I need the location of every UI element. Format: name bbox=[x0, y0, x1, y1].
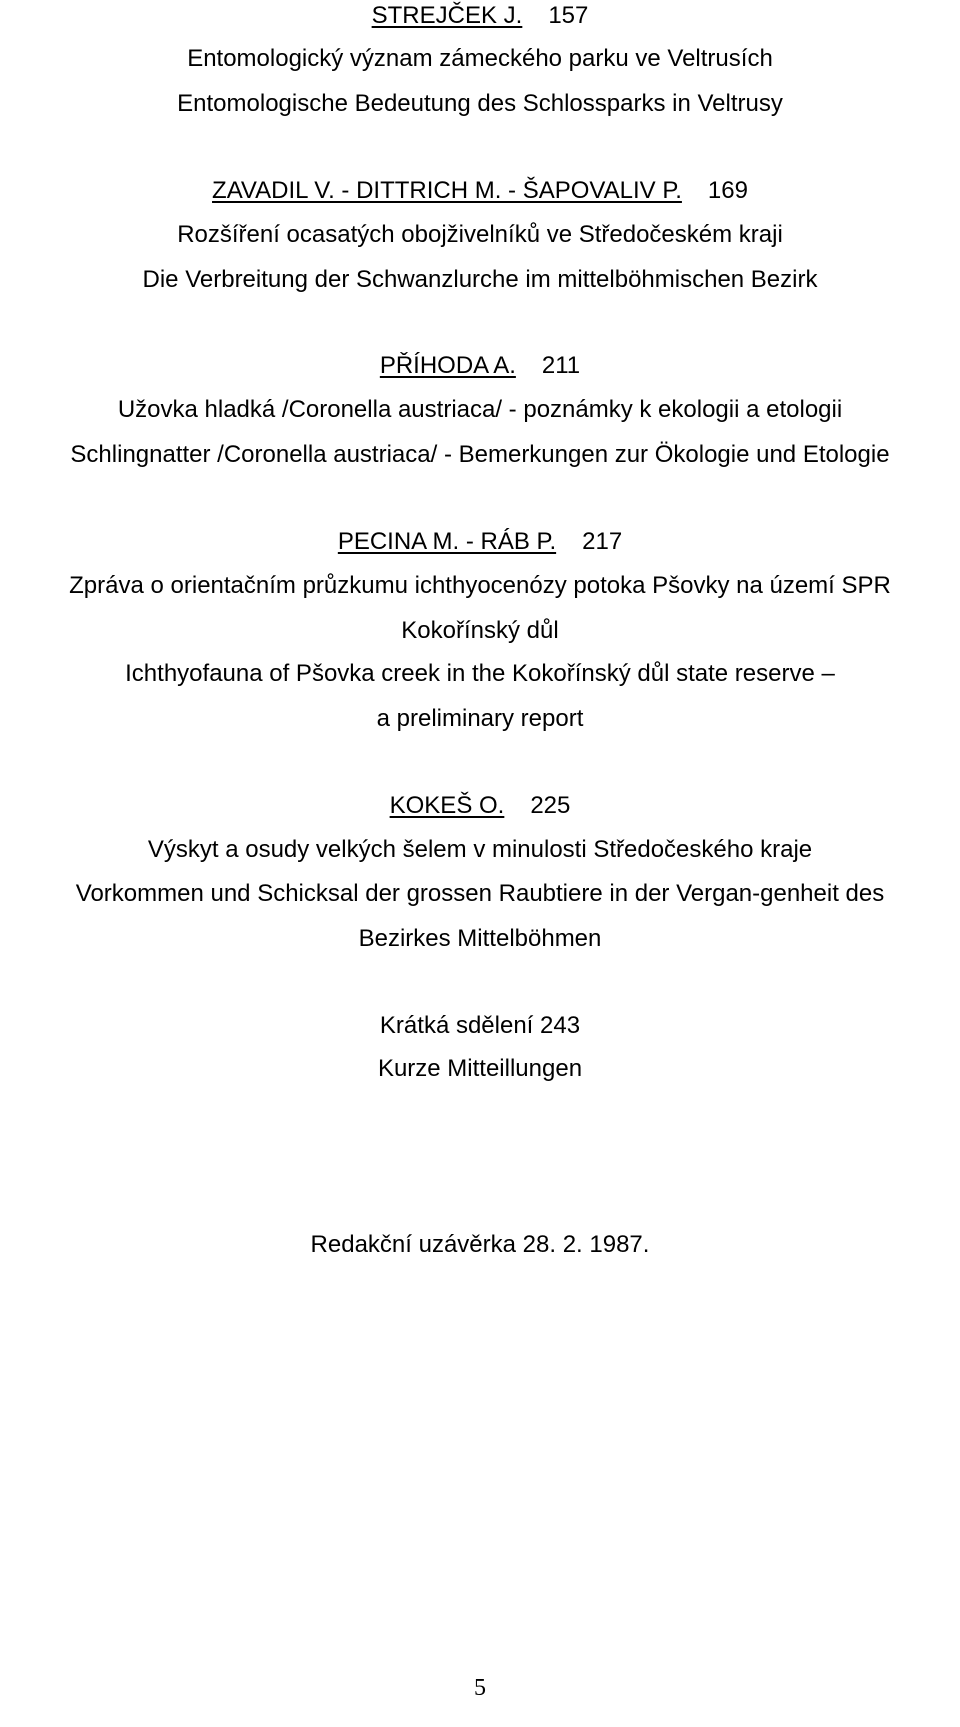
entry-3-authors: PŘÍHODA A. bbox=[379, 352, 516, 379]
entry-5-header bbox=[0, 792, 960, 820]
entry-2-title-cz: Rozšíření ocasatých obojživelníků ve Středočeském kraji bbox=[177, 221, 783, 248]
entry-3-title-cz: Užovka hladká /Coronella austriaca/ - poznámky k ekologii a etologii bbox=[117, 396, 843, 423]
entry-1-title-de: Entomologische Bedeutung des Schlossparks in Veltrusy bbox=[177, 90, 783, 117]
entry-5-title-de-1: Vorkommen und Schicksal der grossen Raubtiere in der Vergan-genheit des bbox=[75, 880, 885, 907]
entry-1-authors: STREJČEK J. bbox=[371, 2, 523, 29]
editorial-deadline: Redakční uzávěrka 28. 2. 1987. bbox=[310, 1231, 650, 1258]
entry-2-header bbox=[0, 177, 960, 205]
entry-2-title-de: Die Verbreitung der Schwanzlurche im mittelböhmischen Bezirk bbox=[142, 266, 818, 293]
entry-4-title-en-1: Ichthyofauna of Pšovka creek in the Kokořínský důl state reserve – bbox=[125, 660, 835, 687]
entry-3-title-de: Schlingnatter /Coronella austriaca/ - Bemerkungen zur Ökologie und Etologie bbox=[70, 441, 890, 468]
entry-4-authors: PECINA M. - RÁB P. bbox=[337, 528, 557, 555]
entry-5-page: 225 bbox=[530, 792, 571, 819]
entry-5-title-de-2: Bezirkes Mittelböhmen bbox=[358, 925, 602, 952]
entry-2-authors: ZAVADIL V. - DITTRICH M. - ŠAPOVALIV P. bbox=[212, 177, 682, 204]
entry-3-page: 211 bbox=[541, 352, 581, 379]
entry-4-title-cz-2: Kokořínský důl bbox=[401, 617, 559, 644]
entry-1-header bbox=[0, 2, 960, 30]
page-number: 5 bbox=[474, 1675, 486, 1701]
entry-1-page: 157 bbox=[548, 2, 589, 29]
short-notes-cz: Krátká sdělení 243 bbox=[379, 1012, 581, 1039]
entry-5-authors: KOKEŠ O. bbox=[389, 792, 505, 819]
entry-4-page: 217 bbox=[582, 528, 623, 555]
entry-4-title-en-2: a preliminary report bbox=[376, 705, 584, 732]
entry-4-title-cz-1: Zpráva o orientačním průzkumu ichthyocenózy potoka Pšovky na území SPR bbox=[69, 572, 891, 599]
entry-1-title-cz: Entomologický význam zámeckého parku ve Veltrusích bbox=[187, 45, 773, 72]
entry-5-title-cz: Výskyt a osudy velkých šelem v minulosti Středočeského kraje bbox=[147, 836, 813, 863]
entry-2-page: 169 bbox=[707, 177, 748, 204]
short-notes-de: Kurze Mitteillungen bbox=[377, 1055, 583, 1082]
entry-3-header bbox=[0, 352, 960, 380]
entry-4-header bbox=[0, 528, 960, 556]
